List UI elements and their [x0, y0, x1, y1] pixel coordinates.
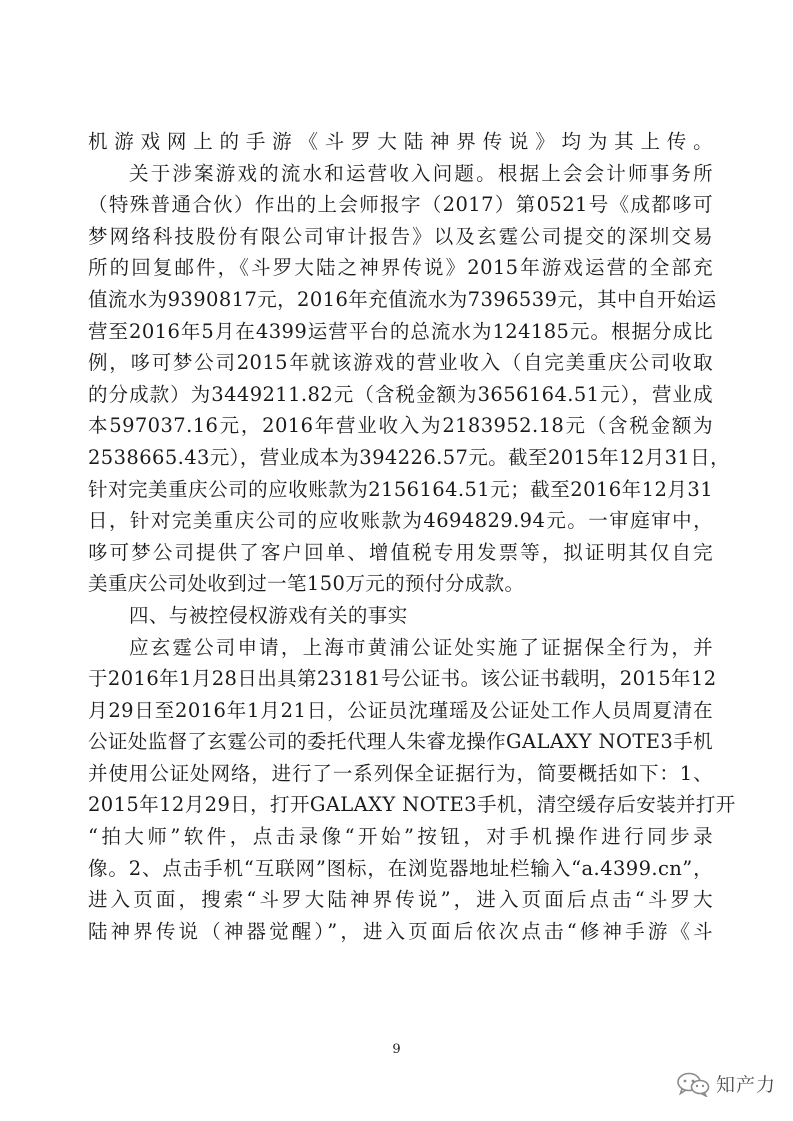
text-line: 进入页面，搜索“斗罗大陆神界传说”，进入页面后点击“斗罗大 — [88, 888, 713, 912]
text-line: 例，哆可梦公司2015年就该游戏的营业收入（自完美重庆公司收取 — [88, 351, 713, 375]
text-line: 的分成款）为3449211.82元（含税金额为3656164.51元），营业成 — [88, 382, 713, 406]
text-line: 值流水为9390817元，2016年充值流水为7396539元，其中自开始运 — [88, 287, 717, 311]
text-line: 本597037.16元，2016年营业收入为2183952.18元（含税金额为 — [88, 414, 713, 438]
wechat-logo-icon — [676, 1071, 710, 1097]
text-line: 日，针对完美重庆公司的应收账款为4694829.94元。一审庭审中， — [88, 509, 713, 533]
body-text — [88, 126, 736, 947]
text-line: 应玄霆公司申请，上海市黄浦公证处实施了证据保全行为，并 — [129, 635, 713, 659]
text-line: 于2016年1月28日出具第23181号公证书。该公证书载明，2015年12 — [88, 667, 717, 691]
text-line: 2015年12月29日，打开GALAXY NOTE3手机，清空缓存后安装并打开 — [88, 793, 736, 817]
text-line: 营至2016年5月在4399运营平台的总流水为124185元。根据分成比 — [88, 319, 713, 343]
text-line: （特殊普通合伙）作出的上会师报字（2017）第0521号《成都哆可 — [88, 193, 713, 217]
text-line: 所的回复邮件，《斗罗大陆之神界传说》2015年游戏运营的全部充 — [88, 256, 713, 280]
page-number: 9 — [392, 1042, 401, 1057]
text-line: 美重庆公司处收到过一笔150万元的预付分成款。 — [88, 572, 525, 596]
watermark — [676, 1070, 776, 1097]
text-line: 公证处监督了玄霆公司的委托代理人朱睿龙操作GALAXY NOTE3手机 — [88, 730, 713, 754]
text-line: 梦网络科技股份有限公司审计报告》以及玄霆公司提交的深圳交易 — [88, 224, 713, 248]
text-line: 陆神界传说（神器觉醒）”，进入页面后依次点击“修神手游《斗 — [88, 919, 713, 943]
text-line: 机游戏网上的手游《斗罗大陆神界传说》均为其上传。 — [88, 130, 713, 153]
section-heading: 四、与被控侵权游戏有关的事实 — [129, 603, 408, 627]
text-line: 并使用公证处网络，进行了一系列保全证据行为，简要概括如下：1、 — [88, 761, 713, 785]
text-line: 哆可梦公司提供了客户回单、增值税专用发票等，拟证明其仅自完 — [88, 540, 713, 564]
text-line: 针对完美重庆公司的应收账款为2156164.51元；截至2016年12月31 — [88, 477, 713, 501]
watermark-text: 知产力 — [716, 1074, 777, 1096]
text-line: 2538665.43元），营业成本为394226.57元。截至2015年12月31日， — [88, 445, 731, 469]
text-line: 月29日至2016年1月21日，公证员沈瑾瑶及公证处工作人员周夏清在 — [88, 698, 713, 722]
text-line: “拍大师”软件，点击录像“开始”按钮，对手机操作进行同步录 — [88, 825, 713, 849]
text-line: 像。2、点击手机“互联网”图标，在浏览器地址栏输入“a.4399.cn”， — [88, 856, 713, 880]
text-line: 关于涉案游戏的流水和运营收入问题。根据上会会计师事务所 — [129, 161, 713, 185]
